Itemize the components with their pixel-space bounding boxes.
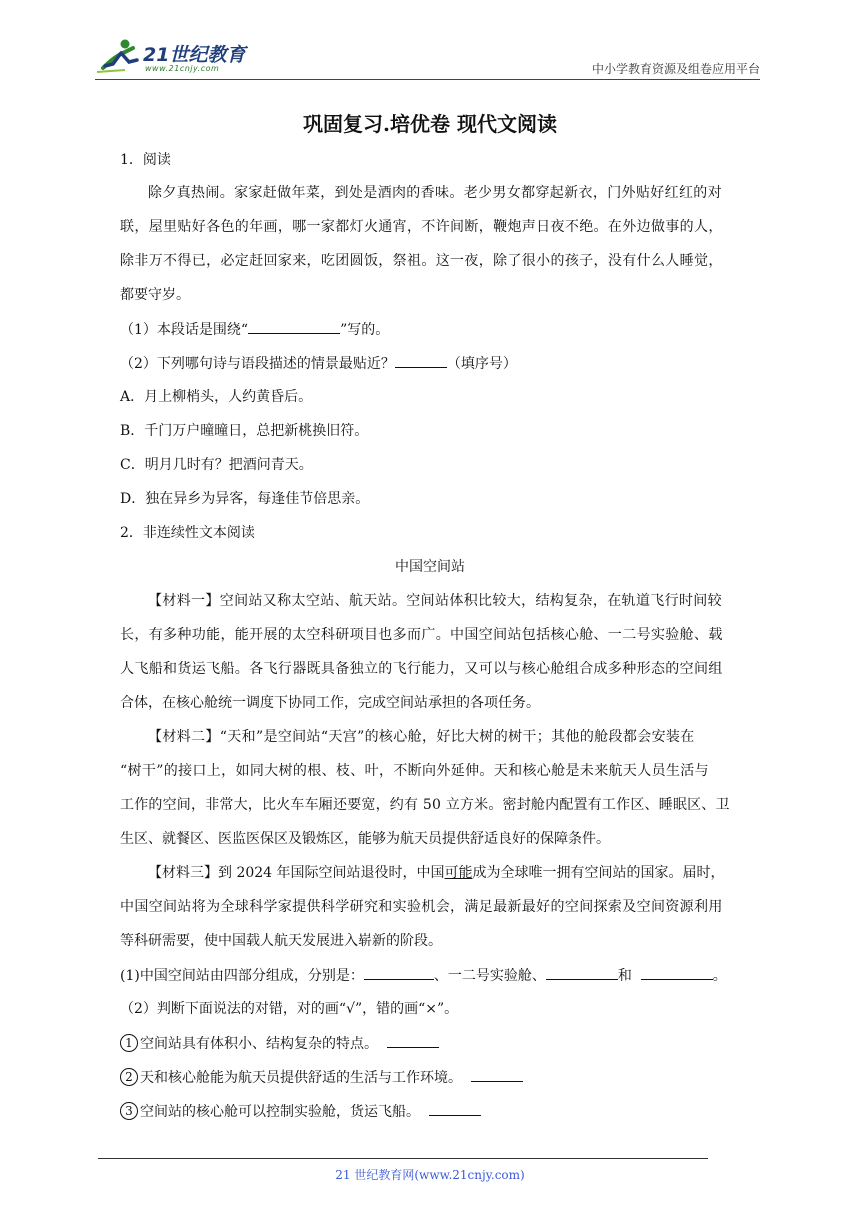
q2-m2-line: “树干”的接口上，如同大树的根、枝、叶，不断向外延伸。天和核心舱是未来航天人员生活与 [120,763,710,779]
q2-m3-line: 中国空间站将为全球科学家提供科学研究和实验机会，满足最新最好的空间探索及空间资源利用 [120,899,723,915]
q2-sub1-blank-3[interactable] [641,965,713,980]
q2-subtitle: 中国空间站 [395,559,465,575]
q1-para-line: 联，屋里贴好各色的年画，哪一家都灯火通宵，不许间断，鞭炮声日夜不绝。在外边做事的人， [120,219,723,235]
q2-m3-underlined: 可能 [444,865,473,881]
page-title: 巩固复习.培优卷 现代文阅读 [303,112,557,136]
q1-sub2 [120,353,517,374]
q2-sub1-text-b: 、一二号实验舱、 [433,968,546,984]
site-logo [95,38,265,74]
q1-option: B．千门万户曈曈日，总把新桃换旧符。 [120,423,369,439]
q2-sub1-blank-1[interactable] [364,965,434,980]
q2-m3-text-b: 成为全球唯一拥有空间站的国家。届时， [472,865,725,881]
q1-sub2-text-a: （2）下列哪句诗与语段描述的情景最贴近？ [120,356,395,372]
q2-sub2: （2）判断下面说法的对错，对的画“√”，错的画“×”。 [120,1001,459,1017]
q1-para-line: 除夕真热闹。家家赶做年菜，到处是酒肉的香味。老少男女都穿起新衣，门外贴好红红的对 [148,185,722,201]
judge-blank[interactable] [471,1067,523,1082]
header-divider [95,79,760,80]
q1-para-line: 除非万不得已，必定赶回家来，吃团圆饭，祭祖。这一夜，除了很小的孩子，没有什么人睡觉， [120,253,723,269]
q2-m3-first [148,863,725,883]
footer-divider [98,1158,708,1159]
runner-logo-icon [95,38,143,74]
footer-link[interactable]: 21 世纪教育网(www.21cnjy.com) [335,1168,525,1182]
q2-m2-line: 工作的空间，非常大，比火车车厢还要宽，约有 50 立方米。密封舱内配置有工作区、睡眠区、卫 [120,797,730,813]
circled-number: 1 [120,1034,138,1052]
q2-sub1-text-a: (1)中国空间站由四部分组成，分别是： [120,968,364,984]
logo-url: www.21cnjy.com [145,64,220,73]
q1-para-line: 都要守岁。 [120,287,190,303]
q2-sub1-text-c: 和 [617,968,632,984]
q1-option: A．月上柳梢头，人约黄昏后。 [120,389,313,405]
q1-sub1-text-a: （1）本段话是围绕“ [120,322,249,338]
q2-m3-line: 等科研需要，使中国载人航天发展进入崭新的阶段。 [120,933,442,949]
q2-m1-line: 【材料一】空间站又称太空站、航天站。空间站体积比较大，结构复杂，在轨道飞行时间较 [148,593,722,609]
q2-sub1-blank-2[interactable] [546,965,618,980]
q2-sub1-text-d: 。 [712,968,727,984]
q2-sub1 [120,965,727,986]
judge-blank[interactable] [387,1033,439,1048]
circled-number: 3 [120,1102,138,1120]
q1-option: C．明月几时有？把酒问青天。 [120,457,313,473]
q2-m1-line: 人飞船和货运飞船。各飞行器既具备独立的飞行能力，又可以与核心舱组合成多种形态的空间组 [120,661,723,677]
q2-m2-line: 【材料二】“天和”是空间站“天宫”的核心舱，好比大树的树干；其他的舱段都会安装在 [148,729,695,745]
q2-judge-item [120,1101,481,1122]
q1-sub2-blank[interactable] [395,353,447,368]
circled-number: 2 [120,1068,138,1086]
q1-sub1 [120,319,389,340]
page-header [95,30,760,78]
q2-m2-line: 生区、就餐区、医监医保区及锻炼区，能够为航天员提供舒适良好的保障条件。 [120,831,610,847]
q1-sub1-text-b: ”写的。 [340,322,390,338]
platform-name: 中小学教育资源及组卷应用平台 [591,62,760,76]
q1-sub2-text-b: （填序号） [446,356,517,372]
q2-judge-item [120,1033,439,1054]
judge-text: 空间站的核心舱可以控制实验舱，货运飞船。 [140,1104,420,1120]
q2-heading: 2．非连续性文本阅读 [120,525,255,541]
q2-m3-text-a: 【材料三】到 2024 年国际空间站退役时，中国 [148,865,445,881]
q2-m1-line: 长，有多种功能，能开展的太空科研项目也多而广。中国空间站包括核心舱、一二号实验舱、载 [120,627,723,643]
q2-m1-line: 合体，在核心舱统一调度下协同工作，完成空间站承担的各项任务。 [120,695,540,711]
judge-text: 天和核心舱能为航天员提供舒适的生活与工作环境。 [140,1070,462,1086]
q1-heading: 1．阅读 [120,152,171,168]
judge-text: 空间站具有体积小、结构复杂的特点。 [140,1036,378,1052]
q2-judge-item [120,1067,523,1088]
q1-option: D．独在异乡为异客，每逢佳节倍思亲。 [120,491,370,507]
q1-sub1-blank[interactable] [248,319,340,334]
logo-text: 21世纪教育 [143,44,246,66]
judge-blank[interactable] [429,1101,481,1116]
